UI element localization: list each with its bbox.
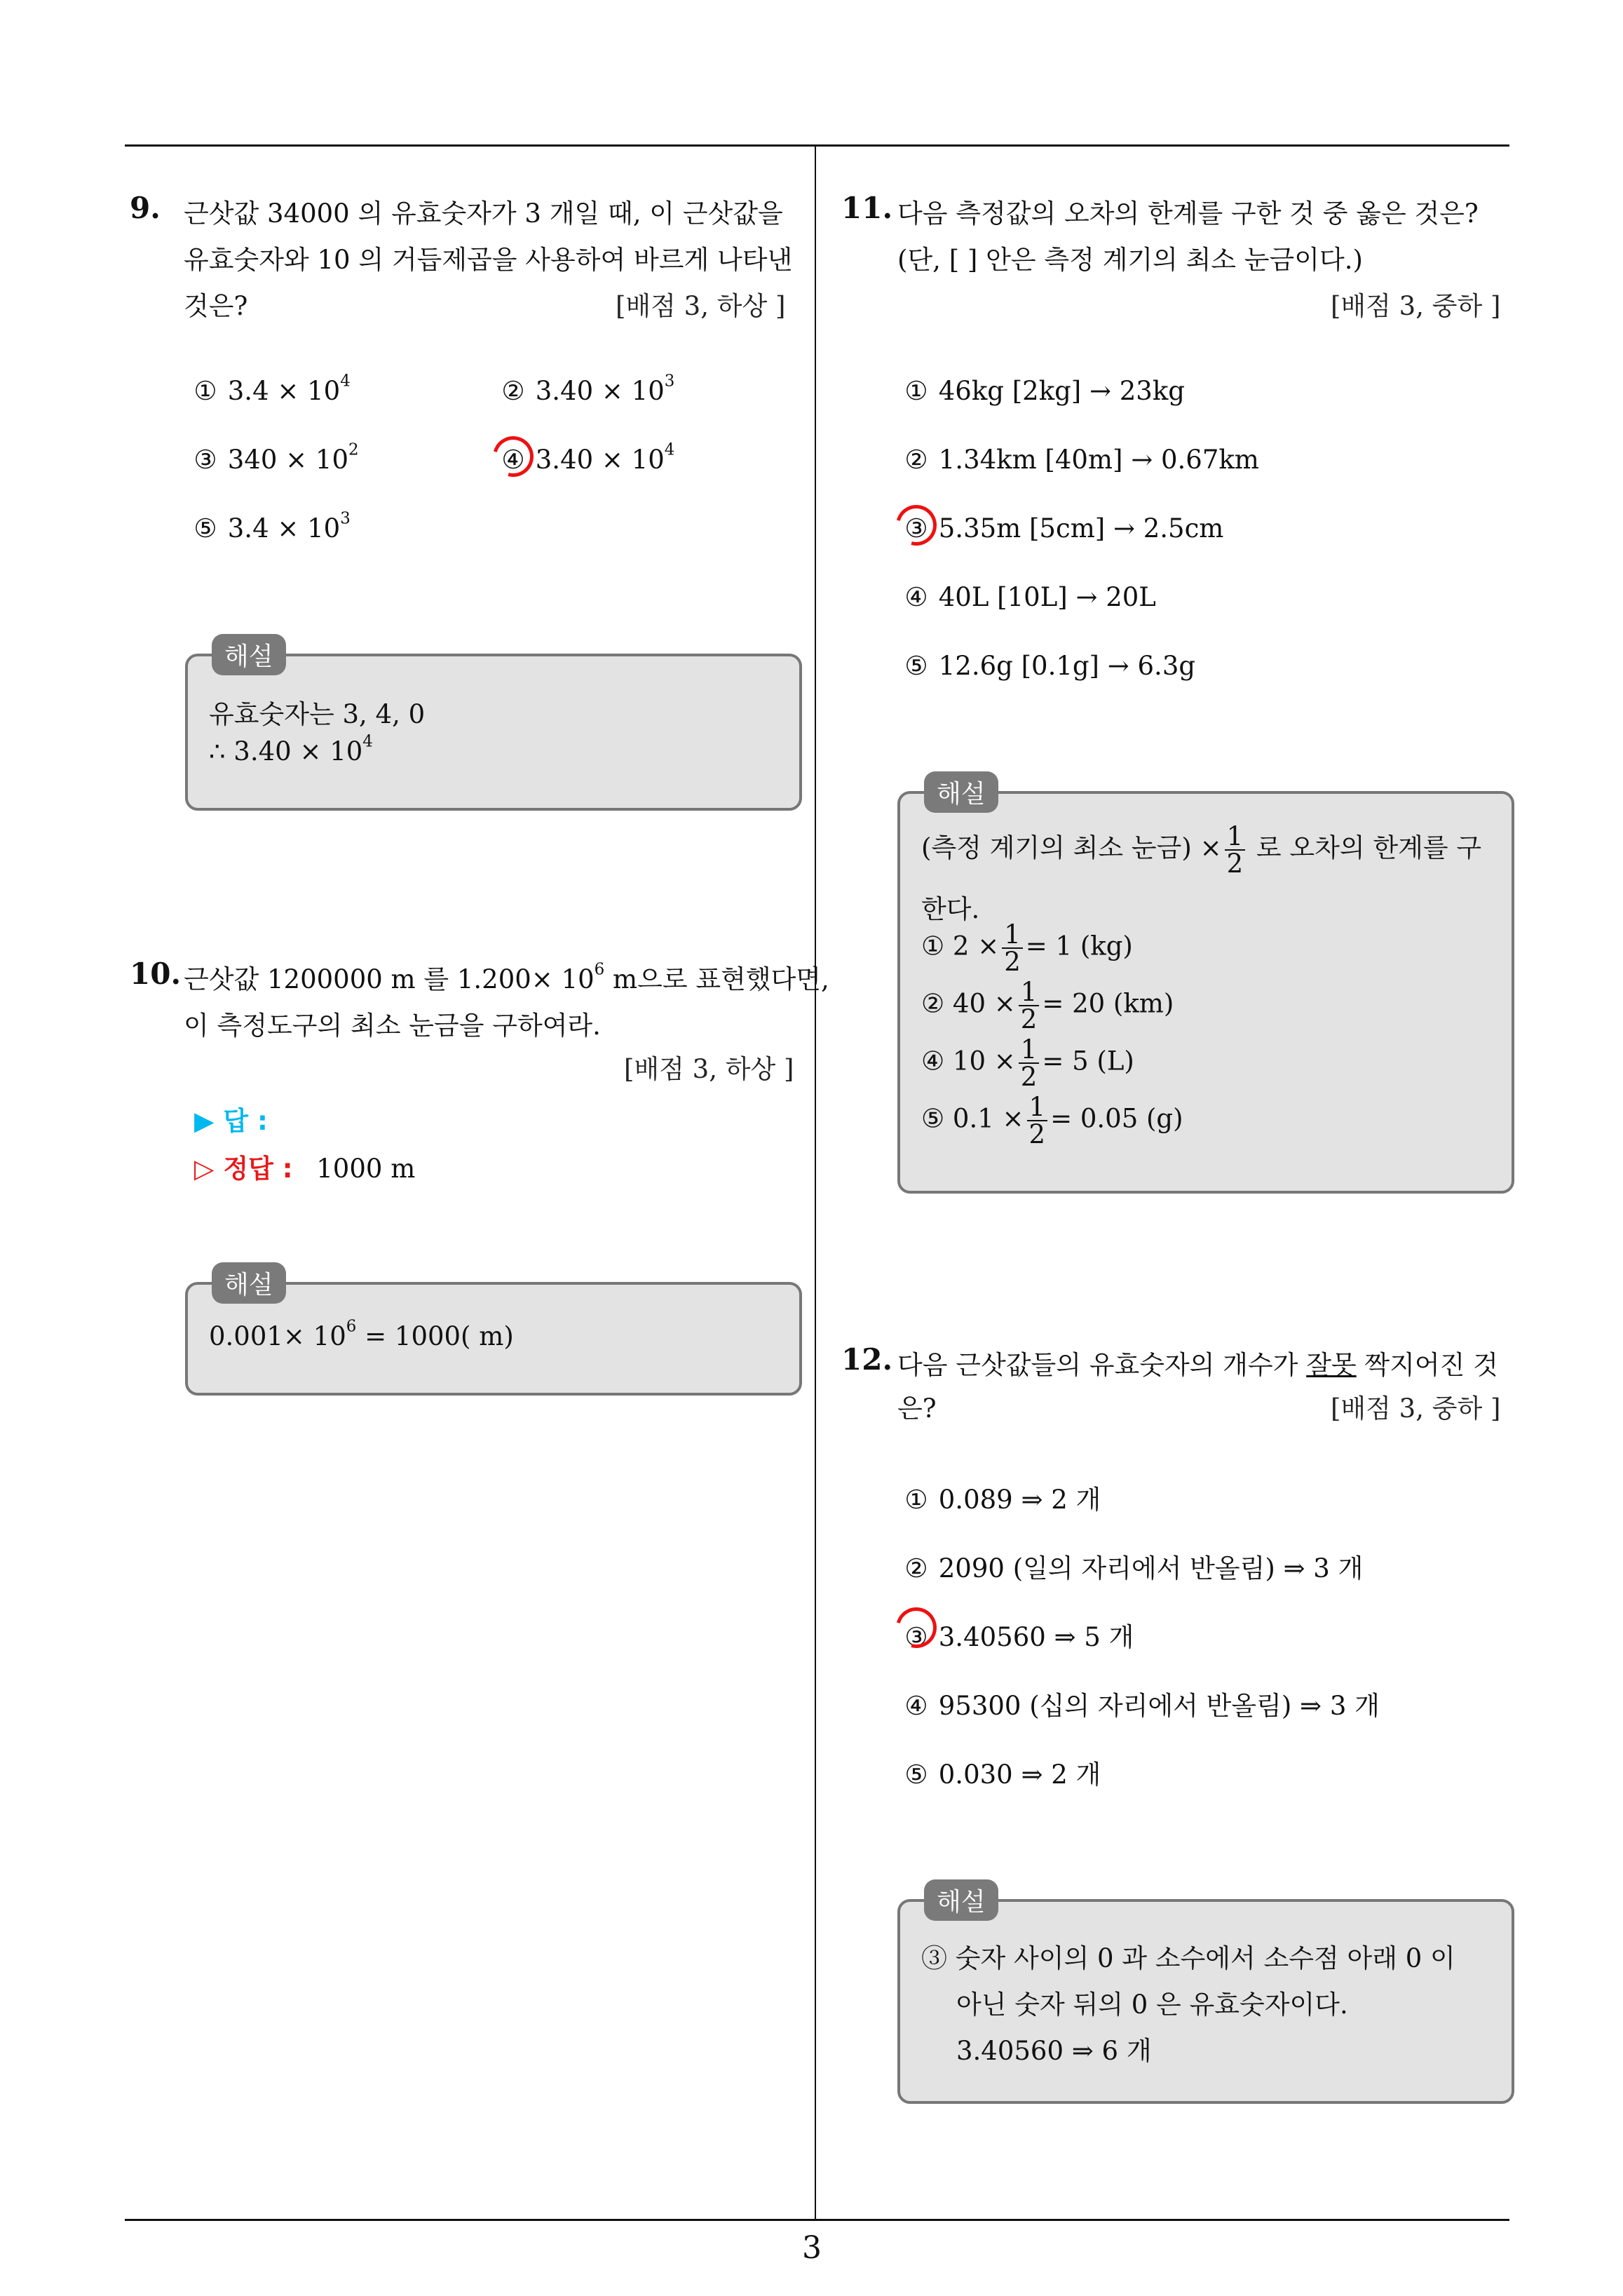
option-text: 3.4 × 10 bbox=[227, 376, 341, 406]
solution-tag: 해설 bbox=[212, 1262, 286, 1304]
option-marker: ③ bbox=[904, 513, 928, 543]
question-text-line: 은? bbox=[897, 1393, 937, 1424]
option-marker: ① bbox=[904, 376, 928, 406]
option-5[interactable] bbox=[902, 1753, 1101, 1791]
solution-tag: 해설 bbox=[924, 1879, 998, 1921]
option-marker: ① bbox=[904, 1485, 928, 1515]
question-number: 11. bbox=[841, 191, 893, 225]
option-3[interactable] bbox=[902, 1616, 1134, 1654]
option-marker: ② bbox=[904, 445, 928, 475]
question-number: 10. bbox=[130, 957, 182, 991]
option-3[interactable] bbox=[191, 440, 359, 475]
answer-circle-mark bbox=[888, 497, 944, 553]
answer-label: ▶ 답 : bbox=[194, 1106, 268, 1136]
option-marker: ① bbox=[193, 376, 217, 406]
option-text: 46kg [2kg] → 23kg bbox=[938, 376, 1185, 406]
fraction: $\frac{1}{2}$ bbox=[1225, 823, 1246, 877]
solution-line: ∴ $3.40 \times 10^4$ bbox=[209, 732, 373, 767]
option-2[interactable] bbox=[499, 372, 675, 406]
option-1[interactable] bbox=[902, 1478, 1101, 1516]
option-text: 5.35m [5cm] → 2.5cm bbox=[938, 513, 1224, 543]
page-number: 3 bbox=[802, 2230, 822, 2266]
solution-line: 아닌 숫자 뒤의 0 은 유효숫자이다. bbox=[956, 1990, 1348, 2020]
option-marker: ③ bbox=[904, 1622, 928, 1652]
question-text-line: 이 측정도구의 최소 눈금을 구하여라. bbox=[184, 1011, 601, 1041]
option-marker: ② bbox=[501, 376, 525, 406]
solution-line: (측정 계기의 최소 눈금) × $\frac{1}{2}$ 로 오차의 한계를 구 bbox=[921, 821, 1482, 879]
solution-box bbox=[897, 791, 1514, 1194]
solution-line: 3.40560 ⇒ 6 개 bbox=[956, 2036, 1152, 2066]
solution-box bbox=[185, 654, 802, 811]
question-text-line: 다음 근삿값들의 유효숫자의 개수가 잘못 짝지어진 것 bbox=[897, 1350, 1498, 1380]
question-number: 12. bbox=[841, 1342, 893, 1377]
question-text-line: 것은? bbox=[184, 291, 248, 321]
question-text-line: 근삿값 34000 의 유효숫자가 3 개일 때, 이 근삿값을 bbox=[184, 198, 783, 229]
solution-row: ① 2 × $\frac{1}{2}$ = 1 (kg) bbox=[921, 919, 1133, 977]
option-marker: ⑤ bbox=[904, 1760, 928, 1790]
option-2[interactable] bbox=[902, 1547, 1363, 1585]
option-marker: ⑤ bbox=[193, 513, 217, 543]
question-text-line: (단, [ ] 안은 측정 계기의 최소 눈금이다.) bbox=[897, 245, 1363, 275]
correct-answer-row bbox=[194, 1147, 415, 1185]
column-divider bbox=[815, 144, 816, 2220]
option-text: 0.089 ⇒ 2 개 bbox=[938, 1485, 1101, 1515]
option-marker: ④ bbox=[904, 1691, 928, 1721]
exponent: 4 bbox=[664, 440, 675, 459]
answer-circle-mark bbox=[485, 428, 541, 484]
solution-line: 유효숫자는 3, 4, 0 bbox=[209, 699, 426, 729]
correct-answer-value: 1000 m bbox=[316, 1154, 416, 1184]
option-text: 0.030 ⇒ 2 개 bbox=[938, 1760, 1101, 1790]
option-marker: ③ bbox=[193, 445, 217, 475]
solution-row: ② 40 × $\frac{1}{2}$ = 20 (km) bbox=[921, 977, 1174, 1034]
option-1[interactable] bbox=[191, 372, 351, 406]
score-label: [배점 3, 하상 ] bbox=[624, 1054, 794, 1084]
solution-box bbox=[897, 1899, 1514, 2104]
option-text: 340 × 10 bbox=[227, 445, 348, 475]
option-3[interactable] bbox=[902, 513, 1223, 543]
option-2[interactable] bbox=[902, 445, 1259, 475]
score-label: [배점 3, 중하 ] bbox=[1331, 291, 1501, 321]
option-text: 2090 (일의 자리에서 반올림) ⇒ 3 개 bbox=[938, 1553, 1364, 1583]
question-text-line: 다음 측정값의 오차의 한계를 구한 것 중 옳은 것은? bbox=[897, 198, 1479, 229]
option-5[interactable] bbox=[191, 509, 351, 543]
option-text: 3.40560 ⇒ 5 개 bbox=[938, 1622, 1134, 1652]
solution-tag: 해설 bbox=[924, 771, 998, 813]
option-marker: ② bbox=[904, 1553, 928, 1583]
top-rule bbox=[125, 144, 1509, 147]
option-marker: ④ bbox=[904, 582, 928, 612]
option-4[interactable] bbox=[902, 1684, 1380, 1722]
option-marker: ⑤ bbox=[904, 651, 928, 681]
solution-row: ④ 10 × $\frac{1}{2}$ = 5 (L) bbox=[921, 1034, 1134, 1092]
solution-line: $0.001\times 10^6 = 1000$( m) bbox=[209, 1317, 514, 1351]
exponent: 2 bbox=[348, 440, 359, 459]
exponent: 3 bbox=[340, 509, 351, 528]
option-text: 3.40 × 10 bbox=[535, 445, 665, 475]
correct-answer-label: ▷ 정답 : bbox=[194, 1154, 293, 1184]
question-number: 9. bbox=[130, 191, 161, 225]
solution-tag: 해설 bbox=[212, 634, 286, 675]
solution-row: ⑤ 0.1 × $\frac{1}{2}$ = 0.05 (g) bbox=[921, 1092, 1183, 1149]
option-text: 40L [10L] → 20L bbox=[938, 582, 1156, 612]
solution-line: 한다. bbox=[921, 894, 980, 924]
question-text-line: 근삿값 1200000 m 를 $1.200\times 10^6$ m으로 표현했다면, bbox=[184, 960, 829, 994]
option-text: 1.34km [40m] → 0.67km bbox=[938, 445, 1259, 475]
score-label: [배점 3, 하상 ] bbox=[616, 291, 786, 321]
option-marker: ④ bbox=[501, 445, 525, 475]
option-1[interactable] bbox=[902, 376, 1185, 406]
solution-line: ③ 숫자 사이의 0 과 소수에서 소수점 아래 0 이 bbox=[921, 1943, 1455, 1973]
option-4[interactable] bbox=[902, 582, 1156, 612]
question-text-line: 유효숫자와 10 의 거듭제곱을 사용하여 바르게 나타낸 bbox=[184, 245, 793, 275]
exponent: 3 bbox=[664, 372, 675, 391]
option-text: 95300 (십의 자리에서 반올림) ⇒ 3 개 bbox=[938, 1691, 1380, 1721]
exponent: 4 bbox=[340, 372, 351, 391]
option-text: 3.40 × 10 bbox=[535, 376, 665, 406]
option-text: 3.4 × 10 bbox=[227, 513, 341, 543]
score-label: [배점 3, 중하 ] bbox=[1331, 1393, 1501, 1424]
option-5[interactable] bbox=[902, 651, 1195, 681]
bottom-rule bbox=[125, 2219, 1509, 2221]
option-text: 12.6g [0.1g] → 6.3g bbox=[938, 651, 1196, 681]
